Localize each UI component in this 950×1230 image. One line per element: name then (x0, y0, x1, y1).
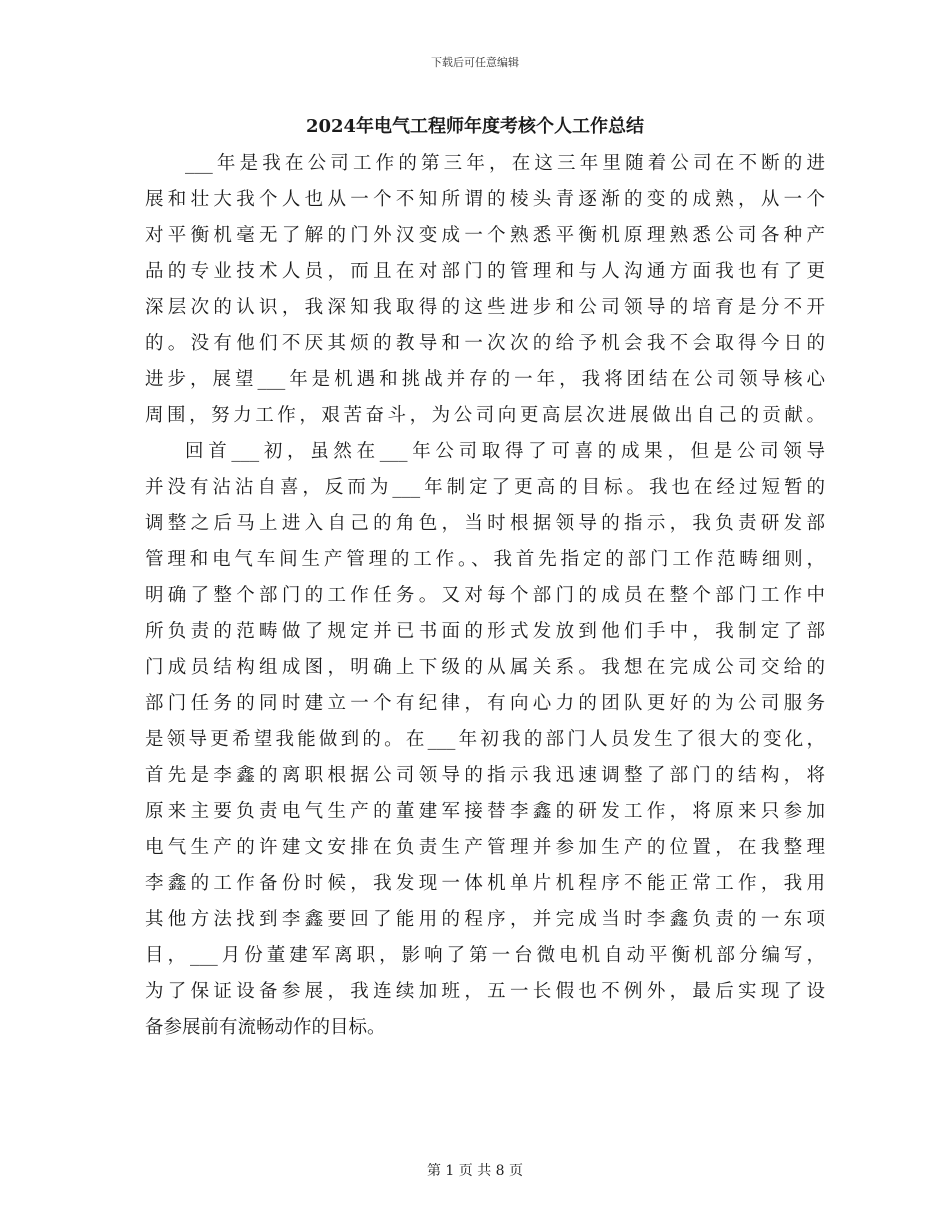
page-header-note: 下载后可任意编辑 (431, 56, 519, 69)
body-line: 电气生产的许建文安排在负责生产管理并参加生产的位置，在我整理 (145, 837, 825, 858)
body-line: 品的专业技术人员，而且在对部门的管理和与人沟通方面我也有了更 (145, 261, 825, 282)
body-line: 管理和电气车间生产管理的工作。、我首先指定的部门工作范畴细则， (145, 549, 825, 570)
body-line: 并没有沾沾自喜，反而为___年制定了更高的目标。我也在经过短暂的 (145, 477, 825, 498)
body-line: ___年是我在公司工作的第三年，在这三年里随着公司在不断的进 (185, 153, 825, 174)
body-line: 目，___月份董建军离职，影响了第一台微电机自动平衡机部分编写， (145, 945, 825, 966)
body-line: 展和壮大我个人也从一个不知所谓的棱头青逐渐的变的成熟，从一个 (145, 189, 825, 210)
body-line: 回首___初，虽然在___年公司取得了可喜的成果，但是公司领导 (185, 441, 825, 462)
document-title: 2024年电气工程师年度考核个人工作总结 (305, 116, 645, 137)
body-line: 是领导更希望我能做到的。在___年初我的部门人员发生了很大的变化， (145, 729, 825, 750)
body-line: 为了保证设备参展，我连续加班，五一长假也不例外，最后实现了设 (145, 981, 825, 1002)
body-line: 所负责的范畴做了规定并已书面的形式发放到他们手中，我制定了部 (145, 621, 825, 642)
body-line: 明确了整个部门的工作任务。又对每个部门的成员在整个部门工作中 (145, 585, 825, 606)
body-line: 首先是李鑫的离职根据公司领导的指示我迅速调整了部门的结构，将 (145, 765, 825, 786)
body-line: 备参展前有流畅动作的目标。 (145, 1017, 386, 1038)
body-line: 部门任务的同时建立一个有纪律，有向心力的团队更好的为公司服务 (145, 693, 825, 714)
body-line: 李鑫的工作备份时候，我发现一体机单片机程序不能正常工作，我用 (145, 873, 825, 894)
body-line: 对平衡机毫无了解的门外汉变成一个熟悉平衡机原理熟悉公司各种产 (145, 225, 825, 246)
body-line: 周围，努力工作，艰苦奋斗，为公司向更高层次进展做出自己的贡献。 (145, 405, 825, 426)
body-line: 的。没有他们不厌其烦的教导和一次次的给予机会我不会取得今日的 (145, 333, 825, 354)
body-line: 门成员结构组成图，明确上下级的从属关系。我想在完成公司交给的 (145, 657, 825, 678)
body-line: 调整之后马上进入自己的角色，当时根据领导的指示，我负责研发部 (145, 513, 825, 534)
body-line: 其他方法找到李鑫要回了能用的程序，并完成当时李鑫负责的一东项 (145, 909, 825, 930)
body-line: 原来主要负责电气生产的董建军接替李鑫的研发工作，将原来只参加 (145, 801, 825, 822)
body-line: 进步，展望___年是机遇和挑战并存的一年，我将团结在公司领导核心 (145, 369, 825, 390)
page-number: 第 1 页 共 8 页 (426, 1163, 524, 1179)
body-line: 深层次的认识，我深知我取得的这些进步和公司领导的培育是分不开 (145, 297, 825, 318)
